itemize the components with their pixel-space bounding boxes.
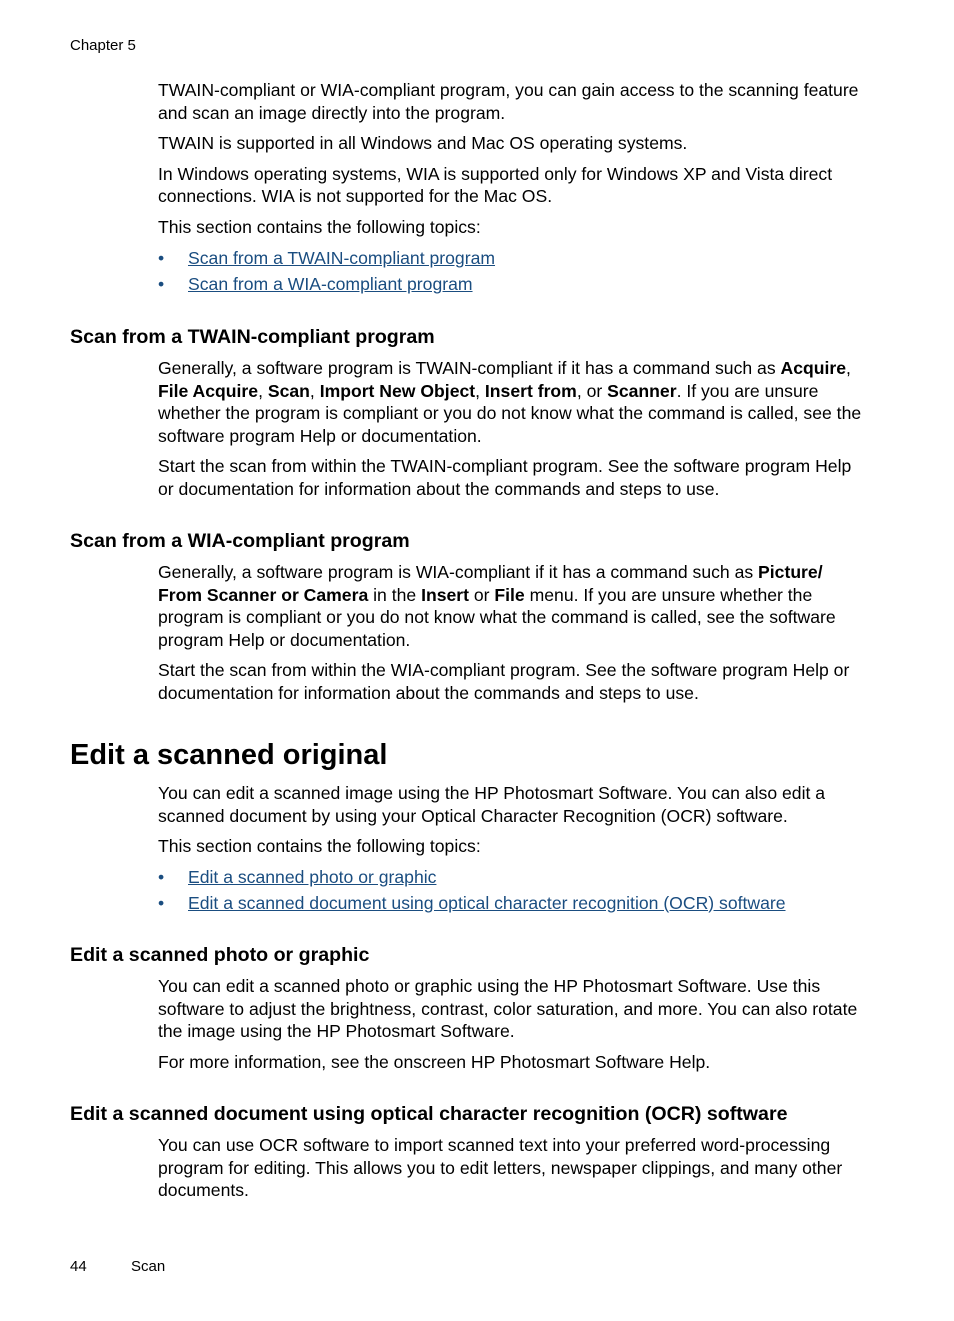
twain-paragraph-1 <box>158 357 864 447</box>
ocr-section <box>158 1134 864 1202</box>
intro-topic-list <box>158 247 864 299</box>
ocr-paragraph-1: You can use OCR software to import scanned text into your preferred word-processing program for editing. This allows you to edit letters, newspaper clippings, and many other documents. <box>158 1135 843 1201</box>
twain-heading: Scan from a TWAIN-compliant program <box>70 326 435 348</box>
photo-paragraph-1: You can edit a scanned photo or graphic using the HP Photosmart Software. Use this software to adjust the brightness, contrast, color saturation, and more. You can also rotate the image using the HP Photosmart Software. <box>158 976 858 1042</box>
bullet-icon: • <box>158 247 165 268</box>
edit-paragraph-1: You can edit a scanned image using the HP Photosmart Software. You can also edit a scanned document by using your Optical Character Recognition (OCR) software. <box>158 783 826 826</box>
edit-heading: Edit a scanned original <box>70 739 388 771</box>
command-scanner: Scanner <box>607 380 677 401</box>
photo-heading: Edit a scanned photo or graphic <box>70 944 370 966</box>
twain-section <box>158 357 864 501</box>
text-run: , <box>846 358 851 378</box>
edit-section <box>158 782 864 918</box>
wia-paragraph-1 <box>158 561 864 651</box>
link-scan-wia[interactable]: Scan from a WIA-compliant program <box>188 273 473 294</box>
photo-section <box>158 975 864 1073</box>
chapter-header: Chapter 5 <box>70 37 136 54</box>
intro-paragraph-3: In Windows operating systems, WIA is supported only for Windows XP and Vista direct connections. WIA is not supported for the Mac OS. <box>158 163 833 207</box>
intro-paragraph-1: TWAIN-compliant or WIA-compliant program, you can gain access to the scanning feature and scan an image directly into the program. <box>158 80 859 123</box>
footer-section-name: Scan <box>131 1258 166 1275</box>
text-run: Generally, a software program is TWAIN-compliant if it has a command such as <box>158 358 781 378</box>
ocr-heading: Edit a scanned document using optical character recognition (OCR) software <box>70 1103 788 1125</box>
intro-paragraph-2: TWAIN is supported in all Windows and Mac OS operating systems. <box>158 133 688 154</box>
text-run: in the <box>368 584 422 605</box>
bullet-icon: • <box>158 273 165 294</box>
wia-section <box>158 561 864 705</box>
menu-file: File <box>494 584 525 605</box>
twain-paragraph-2: Start the scan from within the TWAIN-compliant program. See the software program Help or documentation for information about the commands and steps to use. <box>158 456 852 499</box>
bullet-icon: • <box>158 892 165 913</box>
list-item <box>158 247 864 273</box>
menu-insert: Insert <box>421 584 469 605</box>
text-run: , <box>309 380 320 401</box>
wia-paragraph-2: Start the scan from within the WIA-compliant program. See the software program Help or documentation for information about the commands and steps to use. <box>158 660 850 703</box>
command-scan: Scan <box>267 380 310 401</box>
text-run: Generally, a software program is WIA-compliant if it has a command such as <box>158 562 759 582</box>
photo-paragraph-2: For more information, see the onscreen HP Photosmart Software Help. <box>158 1051 711 1072</box>
text-run: menu. If you are unsure whether the program is compliant or you do not know what the command is called, see the software program Help or documentation. <box>158 584 836 650</box>
command-picture-from-scanner: Picture/ From Scanner or Camera <box>158 562 823 605</box>
wia-heading: Scan from a WIA-compliant program <box>70 530 410 552</box>
text-run: or <box>468 584 495 605</box>
edit-paragraph-2: This section contains the following topics: <box>158 836 481 857</box>
command-insert-from: Insert from <box>484 380 577 401</box>
list-item <box>158 892 864 918</box>
link-edit-ocr[interactable]: Edit a scanned document using optical character recognition (OCR) software <box>188 892 786 913</box>
command-import-new-object: Import New Object <box>319 380 476 401</box>
intro-section <box>158 79 864 299</box>
edit-topic-list <box>158 866 864 918</box>
intro-paragraph-4: This section contains the following topics: <box>158 216 481 237</box>
list-item <box>158 273 864 299</box>
link-edit-photo[interactable]: Edit a scanned photo or graphic <box>188 866 437 887</box>
bullet-icon: • <box>158 866 165 887</box>
list-item <box>158 866 864 892</box>
text-run: , <box>258 380 268 401</box>
text-run: . If you are unsure whether the program is compliant or you do not know what the command is called, see the software program Help or documentation. <box>158 380 862 446</box>
page-number: 44 <box>70 1258 87 1275</box>
link-scan-twain[interactable]: Scan from a TWAIN-compliant program <box>188 247 496 268</box>
text-run: , or <box>576 380 608 401</box>
text-run: , <box>475 380 485 401</box>
command-file-acquire: File Acquire <box>158 380 259 401</box>
command-acquire: Acquire <box>780 358 847 378</box>
